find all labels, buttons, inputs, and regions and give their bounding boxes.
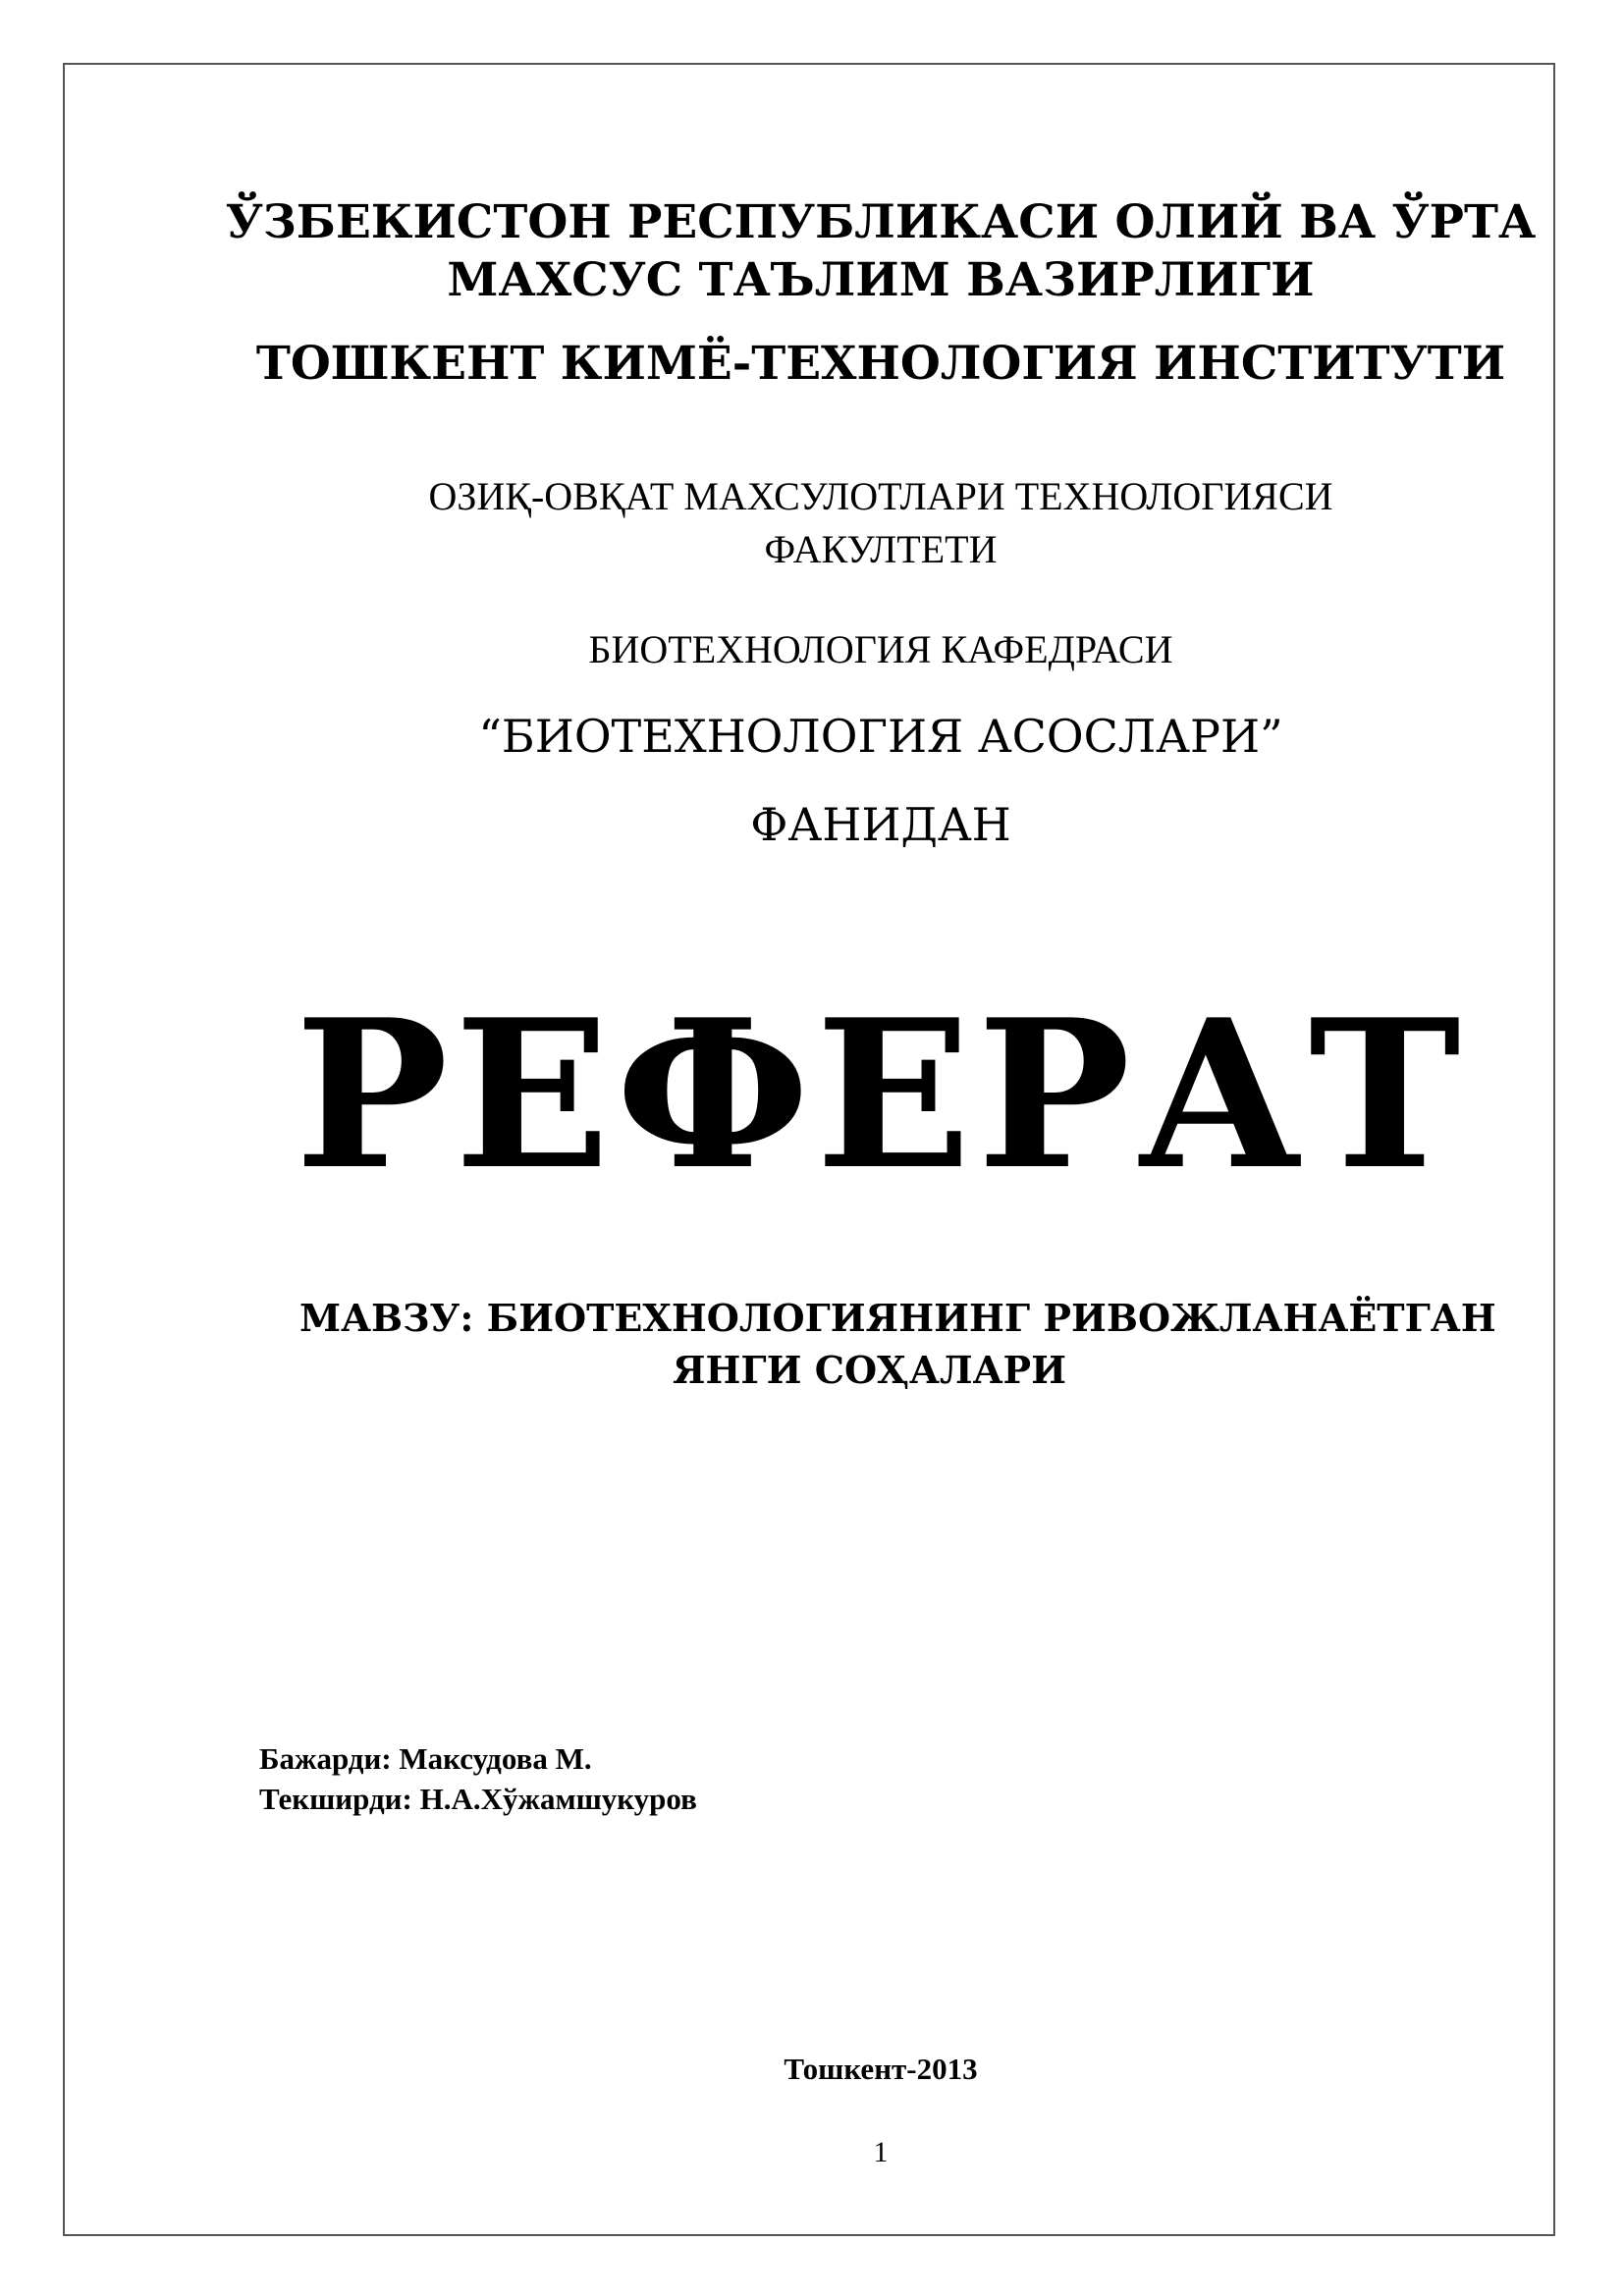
ministry-line-2: МАХСУС ТАЪЛИМ ВАЗИРЛИГИ (447, 253, 1315, 307)
subject-suffix: ФАНИДАН (750, 798, 1011, 851)
subject-title: “БИОТЕХНОЛОГИЯ АСОСЛАРИ” (478, 710, 1283, 763)
checked-by: Текширди: Н.А.Хўжамшукуров (259, 1782, 697, 1816)
faculty-line-1: ОЗИҚ-ОВҚАТ МАХСУЛОТЛАРИ ТЕХНОЛОГИЯСИ (428, 474, 1333, 518)
credits-block (259, 1738, 697, 1819)
performed-by: Бажарди: Максудова М. (259, 1741, 592, 1776)
ministry-line-1: ЎЗБЕКИСТОН РЕСПУБЛИКАСИ ОЛИЙ ВА ЎРТА (225, 195, 1537, 249)
page-number: 1 (873, 2136, 889, 2168)
institute-name: ТОШКЕНТ КИМЁ-ТЕХНОЛОГИЯ ИНСТИТУТИ (255, 337, 1506, 391)
document-type-heading: РЕФЕРАТ (295, 976, 1467, 1215)
topic-line-2: ЯНГИ СОҲАЛАРИ (673, 1348, 1067, 1392)
place-and-year: Тошкент-2013 (784, 2052, 978, 2086)
topic-line-1: МАВЗУ: БИОТЕХНОЛОГИЯНИНГ РИВОЖЛАНАЁТГАН (299, 1296, 1496, 1340)
faculty-line-2: ФАКУЛТЕТИ (764, 527, 998, 571)
department-name: БИОТЕХНОЛОГИЯ КАФЕДРАСИ (588, 627, 1173, 671)
